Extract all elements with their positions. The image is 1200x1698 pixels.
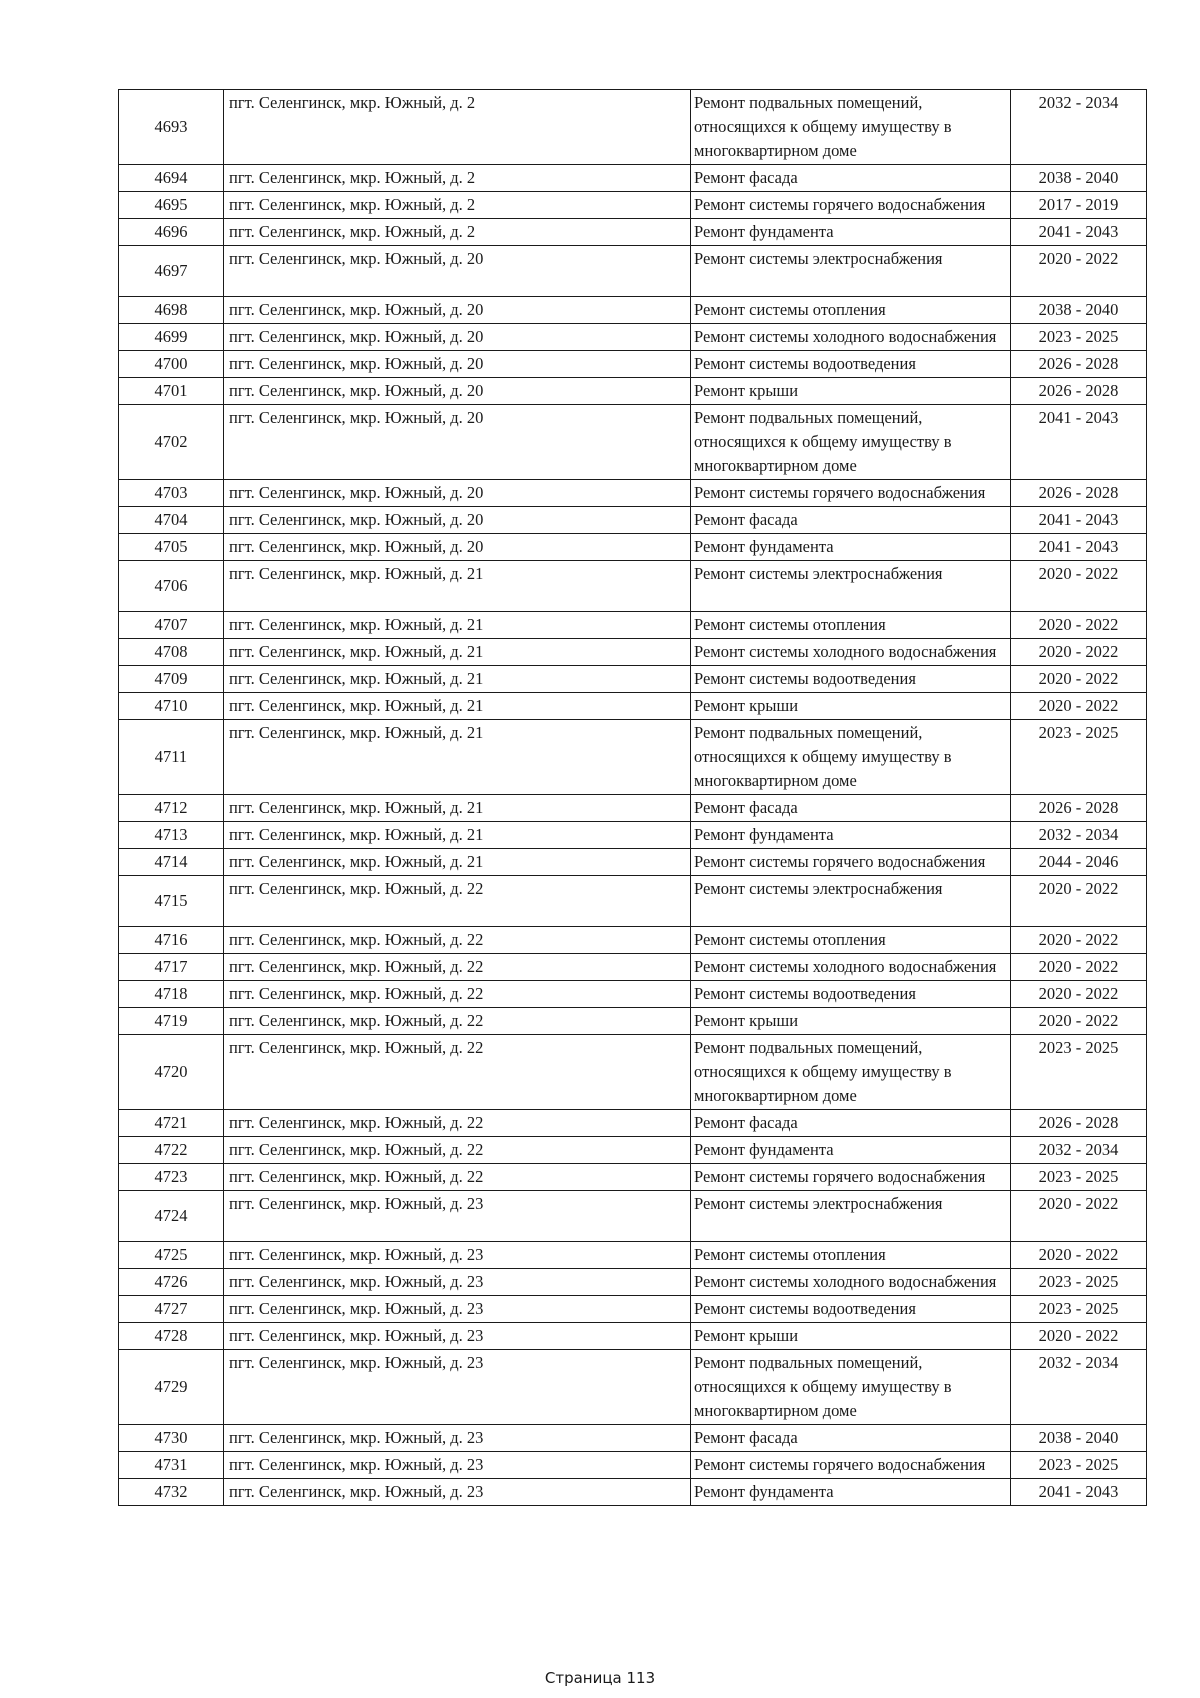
table-row xyxy=(119,297,1147,324)
work-type-cell: Ремонт системы водоотведения xyxy=(691,351,1011,378)
work-type-cell: Ремонт крыши xyxy=(691,1008,1011,1035)
table-row xyxy=(119,1164,1147,1191)
work-type-cell: Ремонт системы горячего водоснабжения xyxy=(691,849,1011,876)
period-cell: 2041 - 2043 xyxy=(1011,507,1147,534)
period-cell: 2041 - 2043 xyxy=(1011,534,1147,561)
table-row xyxy=(119,1269,1147,1296)
table-row xyxy=(119,954,1147,981)
address-cell: пгт. Селенгинск, мкр. Южный, д. 21 xyxy=(224,720,691,795)
period-cell: 2020 - 2022 xyxy=(1011,981,1147,1008)
table-row xyxy=(119,822,1147,849)
row-number: 4698 xyxy=(119,297,224,324)
work-type-cell: Ремонт фундамента xyxy=(691,822,1011,849)
table-row xyxy=(119,561,1147,612)
work-type-cell: Ремонт фундамента xyxy=(691,1479,1011,1506)
table-row xyxy=(119,1425,1147,1452)
table-row xyxy=(119,324,1147,351)
work-type-cell: Ремонт подвальных помещений, относящихся к общему имуществу в многоквартирном доме xyxy=(691,1350,1011,1425)
address-cell: пгт. Селенгинск, мкр. Южный, д. 23 xyxy=(224,1425,691,1452)
table-row xyxy=(119,1296,1147,1323)
work-type-cell: Ремонт фасада xyxy=(691,1425,1011,1452)
row-number: 4701 xyxy=(119,378,224,405)
address-cell: пгт. Селенгинск, мкр. Южный, д. 22 xyxy=(224,954,691,981)
row-number: 4708 xyxy=(119,639,224,666)
address-cell: пгт. Селенгинск, мкр. Южный, д. 21 xyxy=(224,666,691,693)
address-cell: пгт. Селенгинск, мкр. Южный, д. 20 xyxy=(224,324,691,351)
table-row xyxy=(119,351,1147,378)
work-type-cell: Ремонт подвальных помещений, относящихся к общему имуществу в многоквартирном доме xyxy=(691,405,1011,480)
row-number: 4722 xyxy=(119,1137,224,1164)
address-cell: пгт. Селенгинск, мкр. Южный, д. 22 xyxy=(224,1035,691,1110)
address-cell: пгт. Селенгинск, мкр. Южный, д. 21 xyxy=(224,822,691,849)
address-cell: пгт. Селенгинск, мкр. Южный, д. 21 xyxy=(224,693,691,720)
address-cell: пгт. Селенгинск, мкр. Южный, д. 20 xyxy=(224,351,691,378)
period-cell: 2017 - 2019 xyxy=(1011,192,1147,219)
period-cell: 2038 - 2040 xyxy=(1011,165,1147,192)
work-type-cell: Ремонт системы электроснабжения xyxy=(691,876,1011,927)
period-cell: 2041 - 2043 xyxy=(1011,1479,1147,1506)
work-type-cell: Ремонт системы холодного водоснабжения xyxy=(691,954,1011,981)
period-cell: 2038 - 2040 xyxy=(1011,1425,1147,1452)
row-number: 4694 xyxy=(119,165,224,192)
row-number: 4730 xyxy=(119,1425,224,1452)
period-cell: 2020 - 2022 xyxy=(1011,1191,1147,1242)
address-cell: пгт. Селенгинск, мкр. Южный, д. 23 xyxy=(224,1242,691,1269)
table-row xyxy=(119,1323,1147,1350)
period-cell: 2020 - 2022 xyxy=(1011,876,1147,927)
period-cell: 2041 - 2043 xyxy=(1011,405,1147,480)
table-row xyxy=(119,981,1147,1008)
address-cell: пгт. Селенгинск, мкр. Южный, д. 20 xyxy=(224,534,691,561)
address-cell: пгт. Селенгинск, мкр. Южный, д. 20 xyxy=(224,246,691,297)
table-row xyxy=(119,927,1147,954)
table-row xyxy=(119,1452,1147,1479)
period-cell: 2020 - 2022 xyxy=(1011,666,1147,693)
row-number: 4699 xyxy=(119,324,224,351)
work-type-cell: Ремонт фасада xyxy=(691,1110,1011,1137)
address-cell: пгт. Селенгинск, мкр. Южный, д. 20 xyxy=(224,507,691,534)
address-cell: пгт. Селенгинск, мкр. Южный, д. 2 xyxy=(224,192,691,219)
work-type-cell: Ремонт фасада xyxy=(691,507,1011,534)
table-row xyxy=(119,1035,1147,1110)
table-row xyxy=(119,849,1147,876)
period-cell: 2026 - 2028 xyxy=(1011,378,1147,405)
address-cell: пгт. Селенгинск, мкр. Южный, д. 22 xyxy=(224,927,691,954)
repair-schedule-table xyxy=(118,89,1147,1506)
row-number: 4711 xyxy=(119,720,224,795)
row-number: 4712 xyxy=(119,795,224,822)
work-type-cell: Ремонт системы горячего водоснабжения xyxy=(691,480,1011,507)
address-cell: пгт. Селенгинск, мкр. Южный, д. 20 xyxy=(224,378,691,405)
work-type-cell: Ремонт системы отопления xyxy=(691,927,1011,954)
table-row xyxy=(119,507,1147,534)
address-cell: пгт. Селенгинск, мкр. Южный, д. 2 xyxy=(224,219,691,246)
table-row xyxy=(119,612,1147,639)
work-type-cell: Ремонт фасада xyxy=(691,795,1011,822)
work-type-cell: Ремонт системы электроснабжения xyxy=(691,561,1011,612)
work-type-cell: Ремонт системы холодного водоснабжения xyxy=(691,324,1011,351)
period-cell: 2020 - 2022 xyxy=(1011,561,1147,612)
address-cell: пгт. Селенгинск, мкр. Южный, д. 22 xyxy=(224,981,691,1008)
period-cell: 2026 - 2028 xyxy=(1011,351,1147,378)
work-type-cell: Ремонт системы холодного водоснабжения xyxy=(691,1269,1011,1296)
period-cell: 2023 - 2025 xyxy=(1011,324,1147,351)
row-number: 4724 xyxy=(119,1191,224,1242)
address-cell: пгт. Селенгинск, мкр. Южный, д. 22 xyxy=(224,1137,691,1164)
address-cell: пгт. Селенгинск, мкр. Южный, д. 23 xyxy=(224,1191,691,1242)
table-row xyxy=(119,720,1147,795)
work-type-cell: Ремонт системы отопления xyxy=(691,297,1011,324)
work-type-cell: Ремонт фундамента xyxy=(691,534,1011,561)
table-row xyxy=(119,165,1147,192)
row-number: 4697 xyxy=(119,246,224,297)
table-row xyxy=(119,480,1147,507)
row-number: 4703 xyxy=(119,480,224,507)
table-row xyxy=(119,1191,1147,1242)
table-row xyxy=(119,1110,1147,1137)
period-cell: 2041 - 2043 xyxy=(1011,219,1147,246)
table-row xyxy=(119,405,1147,480)
period-cell: 2032 - 2034 xyxy=(1011,1137,1147,1164)
row-number: 4717 xyxy=(119,954,224,981)
period-cell: 2020 - 2022 xyxy=(1011,693,1147,720)
table-row xyxy=(119,876,1147,927)
address-cell: пгт. Селенгинск, мкр. Южный, д. 21 xyxy=(224,795,691,822)
table-row xyxy=(119,378,1147,405)
period-cell: 2020 - 2022 xyxy=(1011,954,1147,981)
work-type-cell: Ремонт системы горячего водоснабжения xyxy=(691,1164,1011,1191)
period-cell: 2023 - 2025 xyxy=(1011,1164,1147,1191)
period-cell: 2020 - 2022 xyxy=(1011,1242,1147,1269)
address-cell: пгт. Селенгинск, мкр. Южный, д. 22 xyxy=(224,1110,691,1137)
period-cell: 2026 - 2028 xyxy=(1011,1110,1147,1137)
table-row xyxy=(119,1479,1147,1506)
address-cell: пгт. Селенгинск, мкр. Южный, д. 23 xyxy=(224,1296,691,1323)
address-cell: пгт. Селенгинск, мкр. Южный, д. 2 xyxy=(224,90,691,165)
row-number: 4693 xyxy=(119,90,224,165)
table-row xyxy=(119,666,1147,693)
table-row xyxy=(119,1137,1147,1164)
row-number: 4729 xyxy=(119,1350,224,1425)
work-type-cell: Ремонт системы водоотведения xyxy=(691,666,1011,693)
work-type-cell: Ремонт системы отопления xyxy=(691,1242,1011,1269)
work-type-cell: Ремонт крыши xyxy=(691,693,1011,720)
address-cell: пгт. Селенгинск, мкр. Южный, д. 22 xyxy=(224,1164,691,1191)
table-row xyxy=(119,534,1147,561)
work-type-cell: Ремонт системы горячего водоснабжения xyxy=(691,192,1011,219)
row-number: 4718 xyxy=(119,981,224,1008)
address-cell: пгт. Селенгинск, мкр. Южный, д. 23 xyxy=(224,1479,691,1506)
row-number: 4719 xyxy=(119,1008,224,1035)
address-cell: пгт. Селенгинск, мкр. Южный, д. 20 xyxy=(224,480,691,507)
address-cell: пгт. Селенгинск, мкр. Южный, д. 20 xyxy=(224,405,691,480)
row-number: 4732 xyxy=(119,1479,224,1506)
row-number: 4727 xyxy=(119,1296,224,1323)
period-cell: 2020 - 2022 xyxy=(1011,612,1147,639)
row-number: 4713 xyxy=(119,822,224,849)
row-number: 4715 xyxy=(119,876,224,927)
period-cell: 2020 - 2022 xyxy=(1011,1008,1147,1035)
row-number: 4704 xyxy=(119,507,224,534)
work-type-cell: Ремонт системы водоотведения xyxy=(691,981,1011,1008)
work-type-cell: Ремонт системы водоотведения xyxy=(691,1296,1011,1323)
row-number: 4714 xyxy=(119,849,224,876)
table-row xyxy=(119,795,1147,822)
address-cell: пгт. Селенгинск, мкр. Южный, д. 23 xyxy=(224,1269,691,1296)
row-number: 4721 xyxy=(119,1110,224,1137)
address-cell: пгт. Селенгинск, мкр. Южный, д. 23 xyxy=(224,1350,691,1425)
address-cell: пгт. Селенгинск, мкр. Южный, д. 21 xyxy=(224,561,691,612)
period-cell: 2044 - 2046 xyxy=(1011,849,1147,876)
table-row xyxy=(119,1242,1147,1269)
table-row xyxy=(119,219,1147,246)
work-type-cell: Ремонт подвальных помещений, относящихся к общему имуществу в многоквартирном доме xyxy=(691,90,1011,165)
work-type-cell: Ремонт подвальных помещений, относящихся к общему имуществу в многоквартирном доме xyxy=(691,1035,1011,1110)
work-type-cell: Ремонт фасада xyxy=(691,165,1011,192)
work-type-cell: Ремонт фундамента xyxy=(691,1137,1011,1164)
work-type-cell: Ремонт системы горячего водоснабжения xyxy=(691,1452,1011,1479)
row-number: 4731 xyxy=(119,1452,224,1479)
table-row xyxy=(119,693,1147,720)
table-row xyxy=(119,639,1147,666)
address-cell: пгт. Селенгинск, мкр. Южный, д. 23 xyxy=(224,1323,691,1350)
work-type-cell: Ремонт системы холодного водоснабжения xyxy=(691,639,1011,666)
period-cell: 2023 - 2025 xyxy=(1011,720,1147,795)
work-type-cell: Ремонт системы отопления xyxy=(691,612,1011,639)
row-number: 4709 xyxy=(119,666,224,693)
period-cell: 2020 - 2022 xyxy=(1011,1323,1147,1350)
period-cell: 2023 - 2025 xyxy=(1011,1035,1147,1110)
work-type-cell: Ремонт подвальных помещений, относящихся к общему имуществу в многоквартирном доме xyxy=(691,720,1011,795)
address-cell: пгт. Селенгинск, мкр. Южный, д. 21 xyxy=(224,612,691,639)
period-cell: 2020 - 2022 xyxy=(1011,639,1147,666)
period-cell: 2032 - 2034 xyxy=(1011,90,1147,165)
period-cell: 2032 - 2034 xyxy=(1011,1350,1147,1425)
work-type-cell: Ремонт фундамента xyxy=(691,219,1011,246)
row-number: 4702 xyxy=(119,405,224,480)
row-number: 4720 xyxy=(119,1035,224,1110)
row-number: 4725 xyxy=(119,1242,224,1269)
address-cell: пгт. Селенгинск, мкр. Южный, д. 21 xyxy=(224,639,691,666)
period-cell: 2026 - 2028 xyxy=(1011,480,1147,507)
table-row xyxy=(119,192,1147,219)
period-cell: 2020 - 2022 xyxy=(1011,246,1147,297)
row-number: 4723 xyxy=(119,1164,224,1191)
row-number: 4728 xyxy=(119,1323,224,1350)
work-type-cell: Ремонт системы электроснабжения xyxy=(691,246,1011,297)
row-number: 4696 xyxy=(119,219,224,246)
work-type-cell: Ремонт системы электроснабжения xyxy=(691,1191,1011,1242)
row-number: 4726 xyxy=(119,1269,224,1296)
row-number: 4716 xyxy=(119,927,224,954)
row-number: 4695 xyxy=(119,192,224,219)
period-cell: 2023 - 2025 xyxy=(1011,1296,1147,1323)
address-cell: пгт. Селенгинск, мкр. Южный, д. 2 xyxy=(224,165,691,192)
row-number: 4706 xyxy=(119,561,224,612)
table-row xyxy=(119,246,1147,297)
address-cell: пгт. Селенгинск, мкр. Южный, д. 20 xyxy=(224,297,691,324)
address-cell: пгт. Селенгинск, мкр. Южный, д. 21 xyxy=(224,849,691,876)
period-cell: 2020 - 2022 xyxy=(1011,927,1147,954)
address-cell: пгт. Селенгинск, мкр. Южный, д. 23 xyxy=(224,1452,691,1479)
row-number: 4710 xyxy=(119,693,224,720)
page-number: Страница 113 xyxy=(544,1669,656,1687)
period-cell: 2038 - 2040 xyxy=(1011,297,1147,324)
table-row xyxy=(119,1008,1147,1035)
row-number: 4700 xyxy=(119,351,224,378)
period-cell: 2032 - 2034 xyxy=(1011,822,1147,849)
row-number: 4705 xyxy=(119,534,224,561)
period-cell: 2023 - 2025 xyxy=(1011,1452,1147,1479)
address-cell: пгт. Селенгинск, мкр. Южный, д. 22 xyxy=(224,876,691,927)
address-cell: пгт. Селенгинск, мкр. Южный, д. 22 xyxy=(224,1008,691,1035)
table-body xyxy=(119,90,1147,1506)
period-cell: 2023 - 2025 xyxy=(1011,1269,1147,1296)
period-cell: 2026 - 2028 xyxy=(1011,795,1147,822)
work-type-cell: Ремонт крыши xyxy=(691,378,1011,405)
row-number: 4707 xyxy=(119,612,224,639)
table-row xyxy=(119,1350,1147,1425)
table-row xyxy=(119,90,1147,165)
work-type-cell: Ремонт крыши xyxy=(691,1323,1011,1350)
